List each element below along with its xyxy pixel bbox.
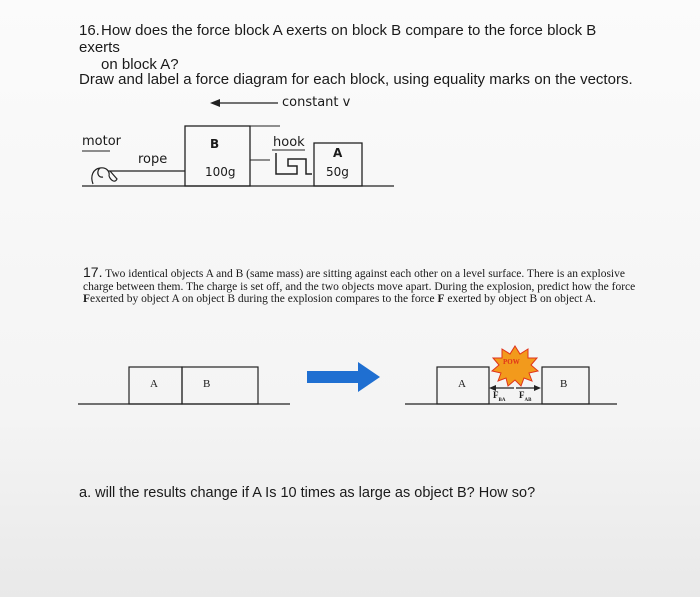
block-a-label: A bbox=[333, 146, 343, 160]
left-block-b-label: B bbox=[203, 378, 211, 390]
right-block-a-label: A bbox=[458, 378, 466, 390]
question-17-force-f1: F bbox=[83, 293, 91, 305]
hook-icon bbox=[276, 153, 312, 174]
question-17-text-3: exerted by object B on object A. bbox=[444, 293, 596, 305]
velocity-arrowhead bbox=[210, 99, 220, 107]
pulley-icon bbox=[92, 168, 117, 184]
question-17-text-1: Two identical objects A and B (same mass) are sitting against each other on a level surface. There is an explosive charge between them. The charge is set off, and the two objects move apart. During the explosion, predict how the force bbox=[83, 268, 636, 293]
question-17-force-f2: F bbox=[437, 293, 445, 305]
explosion-text: POW bbox=[503, 358, 520, 366]
question-17-text-2: exerted by object A on object B during the explosion compares to the force bbox=[90, 293, 438, 305]
question-16-instruction: Draw and label a force diagram for each block, using equality marks on the vectors. bbox=[79, 71, 633, 88]
question-16-number: 16. bbox=[79, 22, 100, 39]
hook-label: hook bbox=[273, 135, 305, 150]
block-b-label: B bbox=[210, 137, 220, 151]
left-block-b bbox=[182, 367, 258, 404]
question-17-number: 17. bbox=[83, 264, 103, 280]
explosion-burst-icon bbox=[492, 346, 538, 386]
force-arrowhead-right bbox=[534, 385, 541, 391]
explosion-diagram bbox=[0, 330, 700, 420]
transition-arrow-icon bbox=[307, 362, 380, 392]
force-label-right bbox=[519, 390, 531, 403]
block-a-mass: 50g bbox=[326, 165, 349, 179]
force-label-right-symbol: F bbox=[519, 390, 525, 400]
velocity-label: constant v bbox=[282, 95, 351, 110]
motor-label: motor bbox=[82, 134, 122, 149]
force-label-left-symbol: F bbox=[493, 390, 499, 400]
left-block-a-label: A bbox=[150, 378, 158, 390]
motor-hook-diagram bbox=[0, 0, 700, 260]
force-label-left bbox=[493, 390, 505, 403]
question-16-line2: on block A? bbox=[101, 56, 179, 73]
rope-label: rope bbox=[138, 152, 168, 167]
force-label-right-sub: AB bbox=[524, 397, 532, 403]
force-label-left-sub: BA bbox=[498, 397, 506, 403]
block-b-mass: 100g bbox=[205, 165, 236, 179]
question-16-line1: How does the force block A exerts on block B compare to the force block B exerts bbox=[79, 22, 597, 56]
question-17-part-a: a. will the results change if A Is 10 times as large as object B? How so? bbox=[79, 485, 536, 501]
question-17 bbox=[83, 266, 643, 306]
right-block-b-label: B bbox=[560, 378, 568, 390]
